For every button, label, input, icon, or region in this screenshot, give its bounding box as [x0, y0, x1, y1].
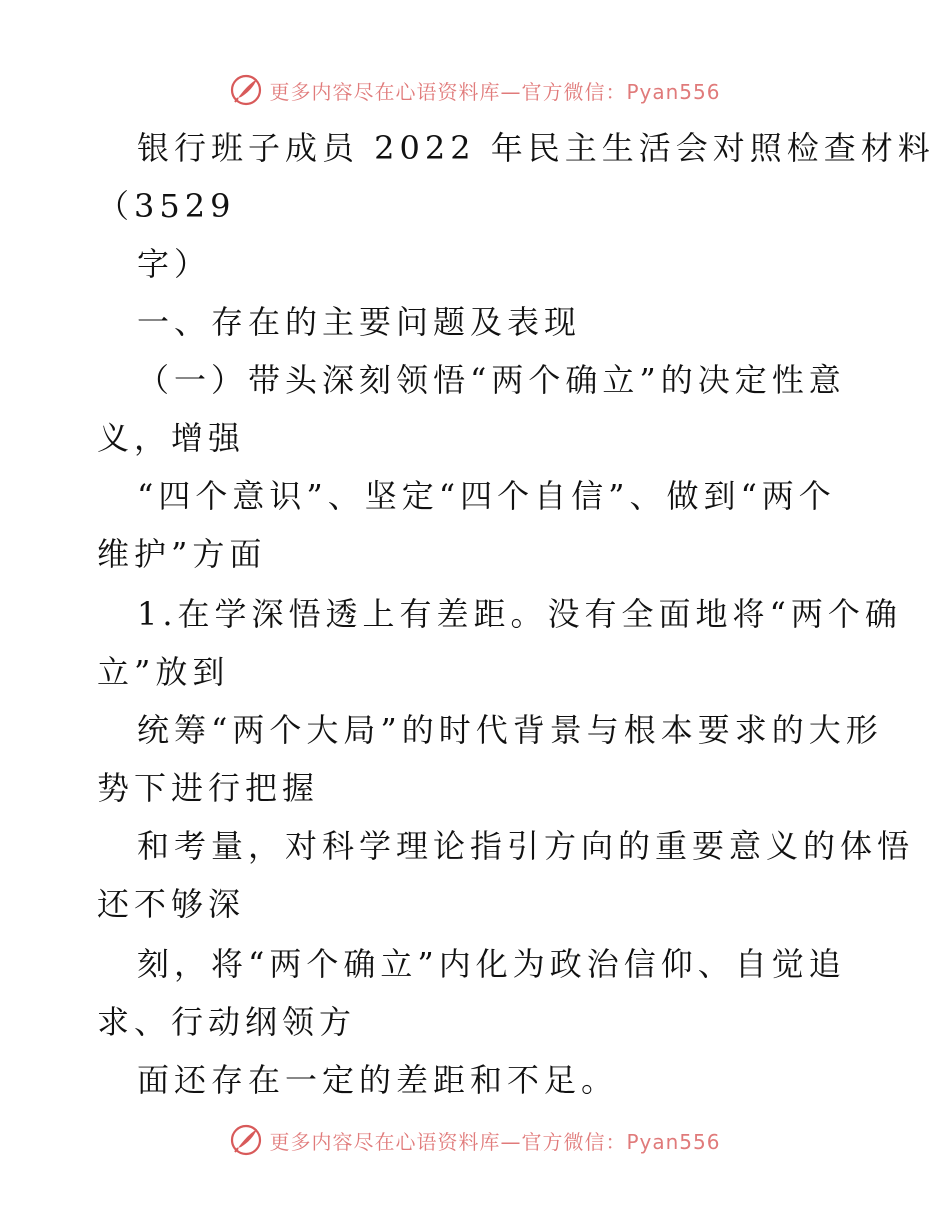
paragraph-line: 刻，将“两个确立”内化为政治信仰、自觉追	[137, 945, 846, 983]
document-title-line-2: （3529	[97, 187, 236, 225]
paragraph-line: 和考量，对科学理论指引方向的重要意义的体悟	[137, 827, 915, 865]
feather-pen-icon	[229, 1123, 263, 1157]
paragraph-line: 势下进行把握	[97, 769, 320, 807]
paragraph-line: 求、行动纲领方	[97, 1003, 357, 1041]
subsection-heading-line-4: 维护”方面	[97, 535, 267, 573]
header-watermark	[0, 70, 950, 110]
paragraph-line: 还不够深	[97, 885, 246, 923]
footer-watermark	[0, 1120, 950, 1160]
section-heading: 一、存在的主要问题及表现	[137, 303, 582, 341]
paragraph-line: 统筹“两个大局”的时代背景与根本要求的大形	[137, 711, 883, 749]
document-title-line-3: 字）	[137, 245, 212, 283]
paragraph-line: 面还存在一定的差距和不足。	[137, 1061, 619, 1099]
paragraph-line: 立”放到	[97, 653, 230, 691]
paragraph-line: 1.在学深悟透上有差距。没有全面地将“两个确	[137, 595, 902, 633]
document-title-line-1: 银行班子成员 2022 年民主生活会对照检查材料	[137, 129, 935, 167]
subsection-heading-line-3: “四个意识”、坚定“四个自信”、做到“两个	[137, 477, 836, 515]
subsection-heading-line-2: 义，增强	[97, 419, 246, 457]
watermark-text: 更多内容尽在心语资料库—官方微信：Pyan556	[269, 1129, 721, 1154]
subsection-heading-line-1: （一）带头深刻领悟“两个确立”的决定性意	[137, 361, 846, 399]
watermark-text: 更多内容尽在心语资料库—官方微信：Pyan556	[269, 79, 721, 104]
feather-pen-icon	[229, 73, 263, 107]
